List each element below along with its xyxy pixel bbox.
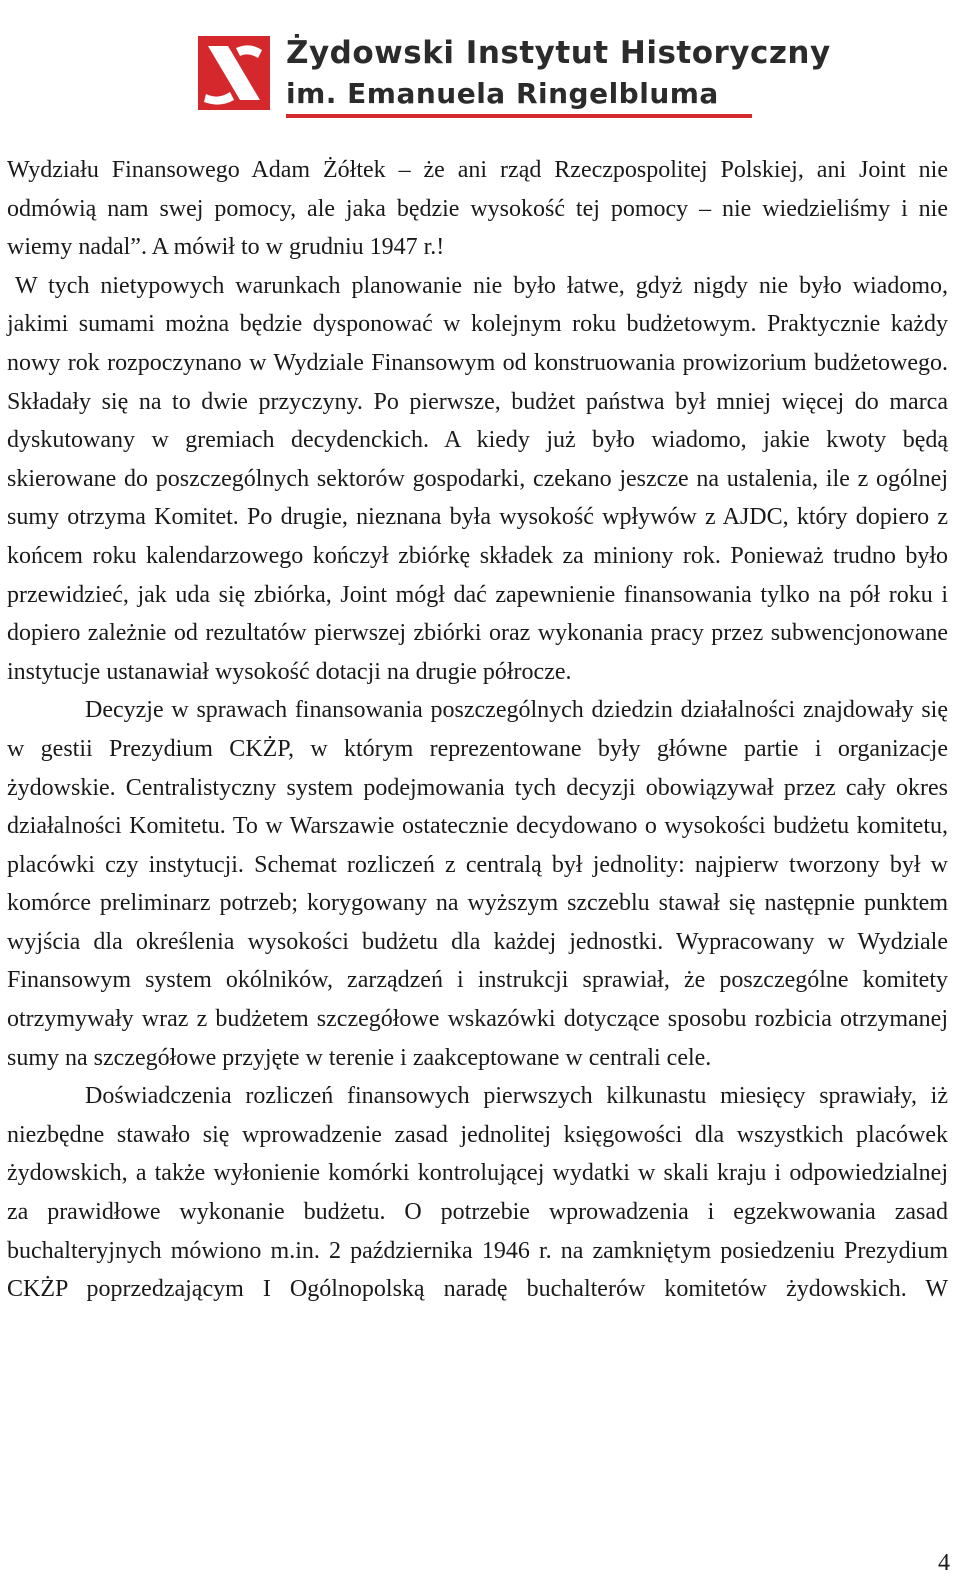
- logo-underline: [286, 114, 752, 118]
- institute-name: Żydowski Instytut Historyczny: [286, 35, 831, 71]
- institute-logo-icon: [198, 36, 270, 110]
- page-number: 4: [938, 1550, 950, 1576]
- paragraph-1: Wydziału Finansowego Adam Żółtek – że ani rząd Rzeczpospolitej Polskiej, ani Joint nie odmówią nam swej pomocy, ale jaka będzie wysokość tej pomocy – nie wiedzieliśmy i nie wiemy nadal”. A mówił to w grudniu 1947 r.!: [7, 157, 948, 261]
- paragraph-2: W tych nietypowych warunkach planowanie nie było łatwe, gdyż nigdy nie było wiadomo, jakimi sumami można będzie dysponować w kolejnym roku budżetowym. Praktycznie każdy nowy rok rozpoczynano w Wydziale Finansowym od konstruowania prowizorium budżetowego. Składały się na to dwie przyczyny. Po pierwsze, budżet państwa był mniej więcej do marca dyskutowany w gremiach decydenckich. A kiedy już było wiadomo, jakie kwoty będą skierowane do poszczególnych sektorów gospodarki, czekano jeszcze na ustalenia, ile z ogólnej sumy otrzyma Komitet. Po drugie, nieznana była wysokość wpływów z AJDC, który dopiero z końcem roku kalendarzowego kończył zbiórkę składek za miniony rok. Ponieważ trudno było przewidzieć, jak uda się zbiórka, Joint mógł dać zapewnienie finansowania tylko na pół roku i dopiero zależnie od rezultatów pierwszej zbiórki oraz wykonania pracy przez subwencjonowane instytucje ustanawiał wysokość dotacji na drugie półrocze.: [7, 272, 948, 685]
- institute-header: [198, 32, 831, 118]
- institute-patron: im. Emanuela Ringelbluma: [286, 77, 719, 110]
- paragraph-4: Doświadczenia rozliczeń finansowych pierwszych kilkunastu miesięcy sprawiały, iż niezbędne stawało się wprowadzenie zasad jednolitej księgowości dla wszystkich placówek żydowskich, a także wyłonienie komórki kontrolującej wydatki w skali kraju i odpowiedzialnej za prawidłowe wykonanie budżetu. O potrzebie wprowadzenia i egzekwowania zasad buchalteryjnych mówiono m.in. 2 października 1946 r. na zamkniętym posiedzeniu Prezydium CKŻP poprzedzającym I Ogólnopolską naradę buchalterów komitetów żydowskich. W: [7, 1083, 948, 1303]
- paragraph-3: Decyzje w sprawach finansowania poszczególnych dziedzin działalności znajdowały się w gestii Prezydium CKŻP, w którym reprezentowane były główne partie i organizacje żydowskie. Centralistyczny system podejmowania tych decyzji obowiązywał przez cały okres działalności Komitetu. To w Warszawie ostatecznie decydowano o wysokości budżetu komitetu, placówki czy instytucji. Schemat rozliczeń z centralą był jednolity: najpierw tworzony był w komórce preliminarz potrzeb; korygowany na wyższym szczeblu stawał się następnie punktem wyjścia dla określenia wysokości budżetu dla każdej jednostki. Wypracowany w Wydziale Finansowym system okólników, zarządzeń i instrukcji sprawiał, że poszczególne komitety otrzymywały wraz z budżetem szczegółowe wskazówki dotyczące sposobu rozbicia otrzymanej sumy na szczegółowe przyjęte w terenie i zaakceptowane w centrali cele.: [7, 697, 948, 1071]
- institute-logo-text: [286, 32, 831, 114]
- document-body: [7, 151, 948, 1309]
